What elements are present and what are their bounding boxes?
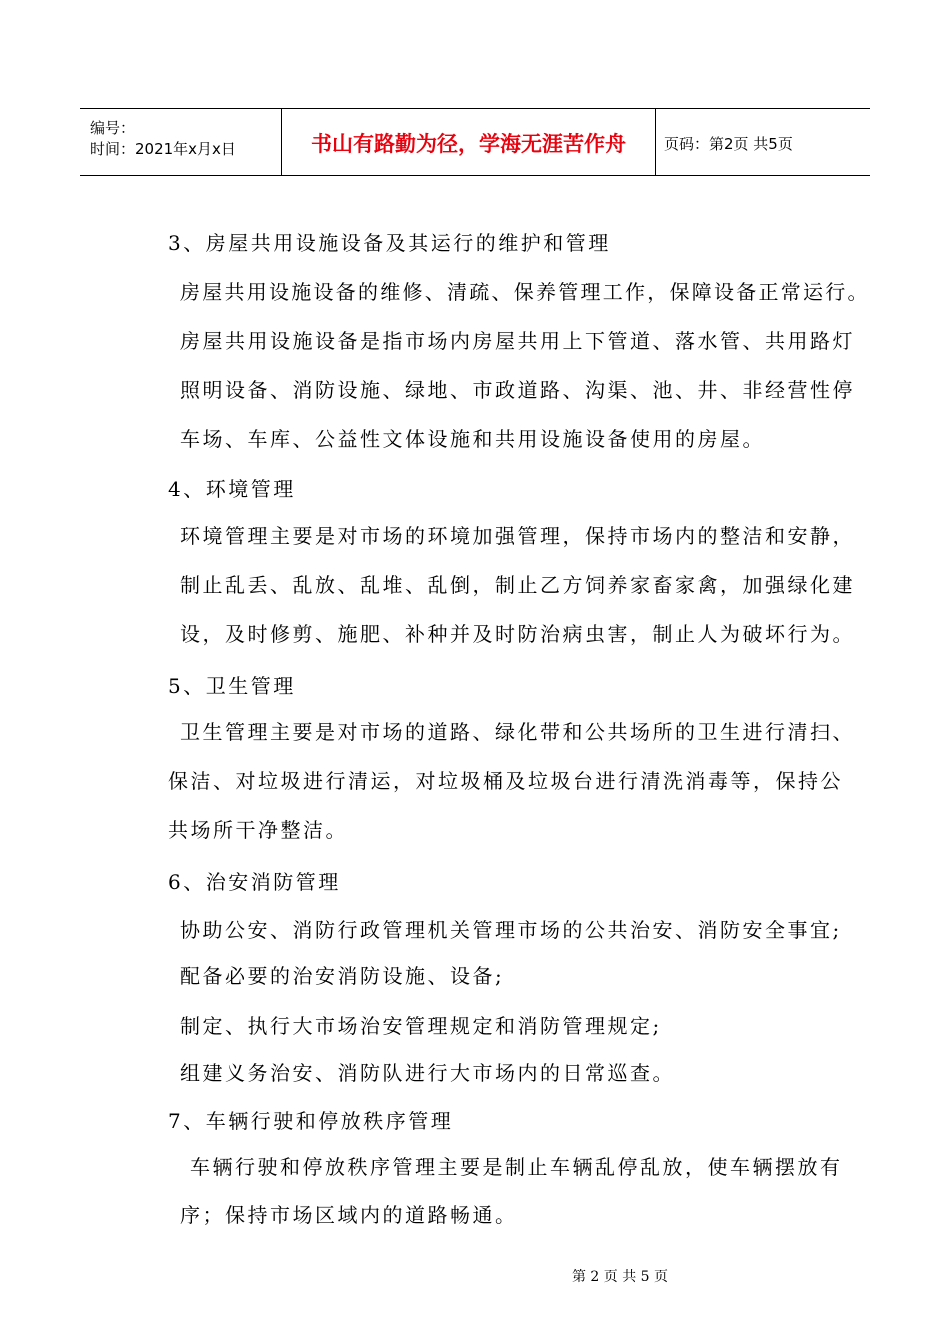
- motto: 书山有路勤为径，学海无涯苦作舟: [311, 132, 626, 156]
- section-6-line-4: 组建义务治安、消防队进行大市场内的日常巡查。: [180, 1061, 675, 1085]
- section-7-line-1: 车辆行驶和停放秩序管理主要是制止车辆乱停乱放，使车辆摆放有: [190, 1155, 843, 1179]
- header-info-cell: [80, 109, 282, 175]
- section-5-title: 5、卫生管理: [168, 674, 296, 698]
- section-6-title: 6、治安消防管理: [168, 870, 341, 894]
- header-page-cell: [656, 109, 870, 175]
- section-4-title: 4、环境管理: [168, 477, 296, 501]
- section-3-line-1: 房屋共用设施设备的维修、清疏、保养管理工作，保障设备正常运行。: [180, 280, 870, 304]
- section-6-line-1: 协助公安、消防行政管理机关管理市场的公共治安、消防安全事宜;: [180, 918, 842, 942]
- doc-time-label: 时间：2021年x月x日: [90, 140, 236, 158]
- section-6-line-3: 制定、执行大市场治安管理规定和消防管理规定;: [180, 1014, 662, 1038]
- section-4-line-1: 环境管理主要是对市场的环境加强管理，保持市场内的整洁和安静，: [180, 524, 855, 548]
- section-6-line-2: 配备必要的治安消防设施、设备;: [180, 964, 505, 988]
- header-page-label: 页码：第2页 共5页: [664, 135, 793, 153]
- section-3-line-4: 车场、车库、公益性文体设施和共用设施设备使用的房屋。: [180, 427, 765, 451]
- section-5-line-2: 保洁、对垃圾进行清运，对垃圾桶及垃圾台进行清洗消毒等，保持公: [168, 769, 843, 793]
- header-motto-cell: [282, 109, 656, 175]
- section-7-line-2: 序；保持市场区域内的道路畅通。: [180, 1203, 518, 1227]
- section-4-line-3: 设，及时修剪、施肥、补种并及时防治病虫害，制止人为破坏行为。: [180, 622, 855, 646]
- section-3-line-3: 照明设备、消防设施、绿地、市政道路、沟渠、池、井、非经营性停: [180, 378, 855, 402]
- page-footer: 第 2 页 共 5 页: [571, 1269, 669, 1285]
- section-3-title: 3、房屋共用设施设备及其运行的维护和管理: [168, 231, 611, 255]
- document-header: [80, 108, 870, 176]
- section-5-line-3: 共场所干净整洁。: [168, 818, 348, 842]
- doc-number-label: 编号：: [90, 119, 136, 137]
- section-4-line-2: 制止乱丢、乱放、乱堆、乱倒，制止乙方饲养家畜家禽，加强绿化建: [180, 573, 855, 597]
- section-5-line-1: 卫生管理主要是对市场的道路、绿化带和公共场所的卫生进行清扫、: [180, 720, 855, 744]
- section-3-line-2: 房屋共用设施设备是指市场内房屋共用上下管道、落水管、共用路灯: [180, 329, 855, 353]
- section-7-title: 7、车辆行驶和停放秩序管理: [168, 1109, 454, 1133]
